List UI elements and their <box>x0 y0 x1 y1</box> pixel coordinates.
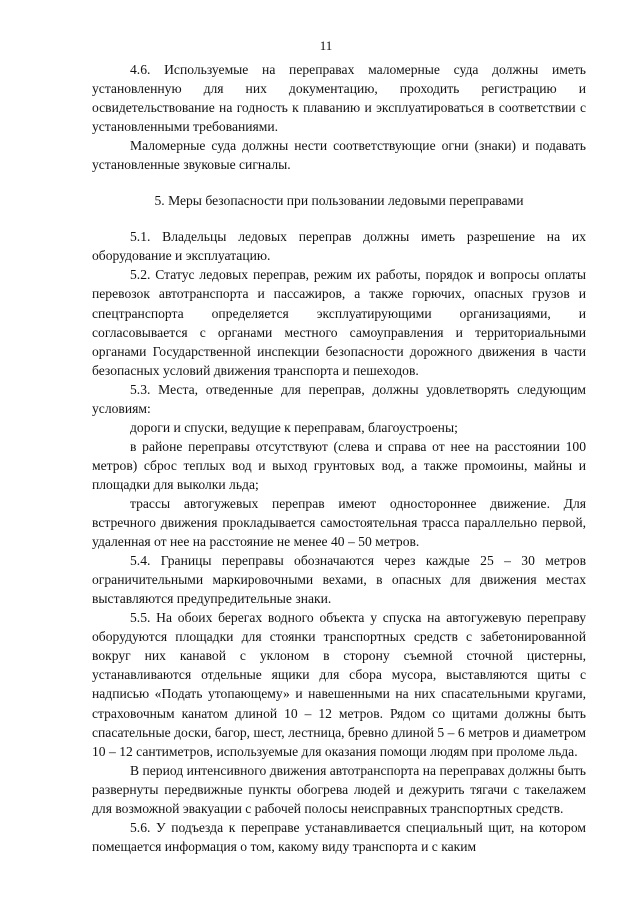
page-number: 11 <box>319 38 333 53</box>
paragraph-5-3-no-warm-water: в районе переправы отсутствуют (слева и справа от нее на расстоянии 100 метров) сброс теплых вод и выход грунтовых вод, а также промоины, майны и площадки для выколки льда; <box>92 438 586 492</box>
paragraph-5-3-roads: дороги и спуски, ведущие к переправам, благоустроены; <box>130 419 458 435</box>
section-heading-5: 5. Меры безопасности при пользовании ледовыми переправами <box>154 193 524 209</box>
paragraph-4-6: 4.6. Используемые на переправах маломерные суда должны иметь установленную для них документацию, проходить регистрацию и освидетельствование на годность к плаванию и эксплуатироваться в соответствии с установленными требованиями. <box>92 62 586 135</box>
paragraph-5-5-heating-points: В период интенсивного движения автотранспорта на переправах должны быть развернуты передвижные пункты обогрева людей и дежурить тягачи с такелажем для возможной эвакуации с рабочей полосы неисправных транспортных средств. <box>92 762 586 816</box>
paragraph-5-4: 5.4. Границы переправы обозначаются через каждые 25 – 30 метров ограничительными маркировочными вехами, в опасных для движения местах выставляются предупредительные знаки. <box>92 553 586 607</box>
paragraph-5-3-one-way: трассы автогужевых переправ имеют одностороннее движение. Для встречного движения прокладывается самостоятельная трасса параллельно первой, удаленная от нее на расстояние не менее 40 – 50 метров. <box>92 495 586 550</box>
paragraph-small-vessels-signals: Маломерные суда должны нести соответствующие огни (знаки) и подавать установленные звуковые сигналы. <box>92 138 586 173</box>
paragraph-5-5: 5.5. На обоих берегах водного объекта у спуска на автогужевую переправу оборудуются площадки для стоянки транспортных средств с забетонированной вокруг них канавой с уклоном в сторону съемной сточной цистерны, устанавливаются отдельные ящики для сбора мусора, выставляются щиты с надписью «Подать утопающему» и навешенными на них спасательными кругами, страховочным канатом длиной 10 – 12 метров. Рядом со щитами должны быть спасательные доски, багор, шест, лестница, бревно длиной 5 – 6 метров и диаметром 10 – 12 сантиметров, используемые для оказания помощи людям при проломе льда. <box>92 610 586 759</box>
paragraph-5-3: 5.3. Места, отведенные для переправ, должны удовлетворять следующим условиям: <box>92 381 586 416</box>
document-body <box>92 60 586 856</box>
paragraph-5-1: 5.1. Владельцы ледовых переправ должны иметь разрешение на их оборудование и эксплуатацию. <box>92 229 586 264</box>
paragraph-5-2: 5.2. Статус ледовых переправ, режим их работы, порядок и вопросы оплаты перевозок автотранспорта и пассажиров, а также горючих, опасных грузов и спецтранспорта определяется эксплуатирующими организациями, и согласовывается с органами местного самоуправления и территориальными органами Государственной инспекции безопасности дорожного движения в части безопасных условий движения транспорта и пешеходов. <box>92 267 586 378</box>
paragraph-5-6: 5.6. У подъезда к переправе устанавливается специальный щит, на котором помещается информация о том, какому виду транспорта и с каким <box>92 819 586 854</box>
